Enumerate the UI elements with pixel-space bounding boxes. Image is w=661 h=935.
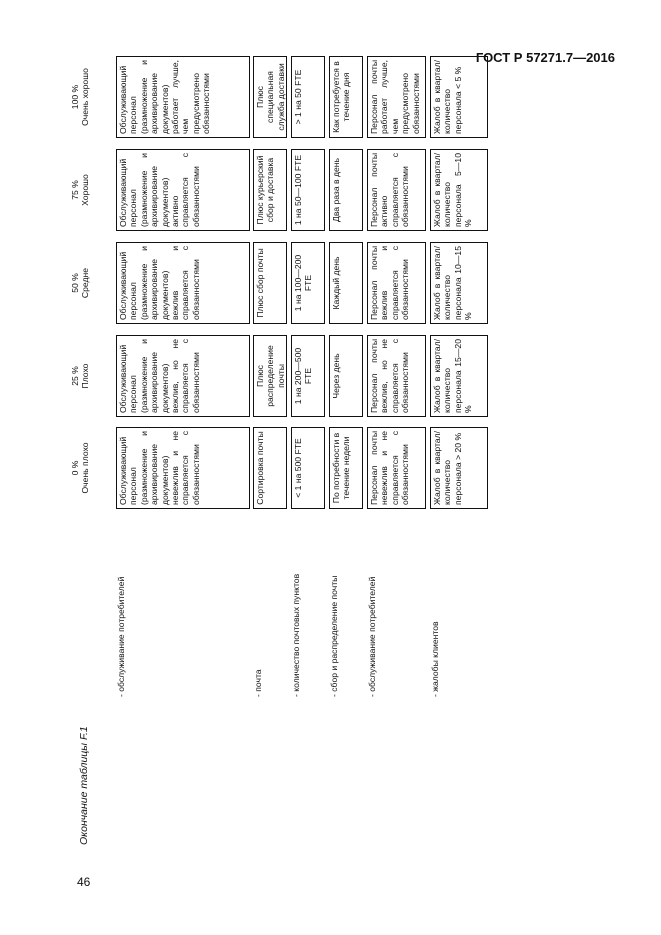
row-label: - обслуживание потребителей <box>367 576 377 697</box>
table-cell: Плюс сбор почты <box>253 242 287 324</box>
column-percent: 50 % <box>70 273 80 293</box>
table-cell: Персонал почты работает лучше, чем предусмотрено обязанностями <box>367 56 426 138</box>
table-cell: Персонал почты невежлив и не справляется с обязанностями <box>367 427 426 509</box>
document-header: ГОСТ Р 57271.7—2016 <box>475 50 615 65</box>
table-cell: Плюс специальная служба доставки <box>253 56 287 138</box>
rotated-table <box>70 45 630 845</box>
column-header <box>70 233 90 333</box>
table-cell: Через день <box>329 335 363 417</box>
table-cell: По потребности в течение недели <box>329 427 363 509</box>
row-label: - почта <box>253 669 263 697</box>
column-label: Средне <box>80 267 90 299</box>
column-percent: 25 % <box>70 366 80 386</box>
table-cell: 1 на 100—200 FTE <box>291 242 325 324</box>
table-cell: < 1 на 500 FTE <box>291 427 325 509</box>
table-cell: Персонал почты вежлив, но не справляется с обязанностями <box>367 335 426 417</box>
table-cell: Персонал почты активно справляется с обязанностями <box>367 149 426 231</box>
table-cell: Обслуживающий персонал (размножение и архивирование документов) вежлив, но не справляется с обязанностями <box>116 335 250 417</box>
table-cell: Обслуживающий персонал (размножение и архивирование документов) невежлив и не справляется с обязанностями <box>116 427 250 509</box>
table-cell: Обслуживающий персонал (размножение и архивирование документов) работает лучше, чем предусмотрено обязанностями <box>116 56 250 138</box>
column-label: Очень плохо <box>80 442 90 494</box>
row-label: - обслуживание потребителей <box>116 576 126 697</box>
column-percent: 75 % <box>70 180 80 200</box>
column-header <box>70 47 90 147</box>
table-cell: Два раза в день <box>329 149 363 231</box>
table-cell: Сортировка почты <box>253 427 287 509</box>
table-cell: 1 на 50—100 FTE <box>291 149 325 231</box>
table-cell: Жалоб в квартал/количество персонала > 20 % <box>430 427 488 509</box>
table-cell: Жалоб в квартал/количество персонала 15—20 % <box>430 335 488 417</box>
column-header <box>70 326 90 426</box>
table-cell: Плюс распределение почты <box>253 335 287 417</box>
table-cell: Жалоб в квартал/количество персонала 5—10 % <box>430 149 488 231</box>
table-cell: > 1 на 50 FTE <box>291 56 325 138</box>
table-cell: Жалоб в квартал/количество персонала 10—15 % <box>430 242 488 324</box>
page-number: 46 <box>77 875 91 889</box>
table-cell: Персонал почты вежлив и справляется с обязанностями <box>367 242 426 324</box>
table-cell: 1 на 200—500 FTE <box>291 335 325 417</box>
column-percent: 0 % <box>70 460 80 476</box>
row-label: - сбор и распределение почты <box>329 575 339 697</box>
column-label: Хорошо <box>80 174 90 206</box>
row-label: - количество почтовых пунктов <box>291 573 301 697</box>
table-cell: Каждый день <box>329 242 363 324</box>
row-label: - жалобы клиентов <box>430 621 440 697</box>
table-cell: Плюс курьерский сбор и доставка <box>253 149 287 231</box>
column-percent: 100 % <box>70 84 80 110</box>
table-caption: Окончание таблицы F.1 <box>78 726 90 845</box>
column-label: Очень хорошо <box>80 68 90 126</box>
table-cell: Обслуживающий персонал (размножение и архивирование документов) вежлив и справляется с обязанностями <box>116 242 250 324</box>
table-cell: Как потребуется в течение дня <box>329 56 363 138</box>
table-cell: Обслуживающий персонал (размножение и архивирование документов) активно справляется с обязанностями <box>116 149 250 231</box>
column-header <box>70 418 90 518</box>
column-label: Плохо <box>80 363 90 389</box>
table-cell: Жалоб в квартал/количество персонала < 5 % <box>430 56 488 138</box>
column-header <box>70 140 90 240</box>
